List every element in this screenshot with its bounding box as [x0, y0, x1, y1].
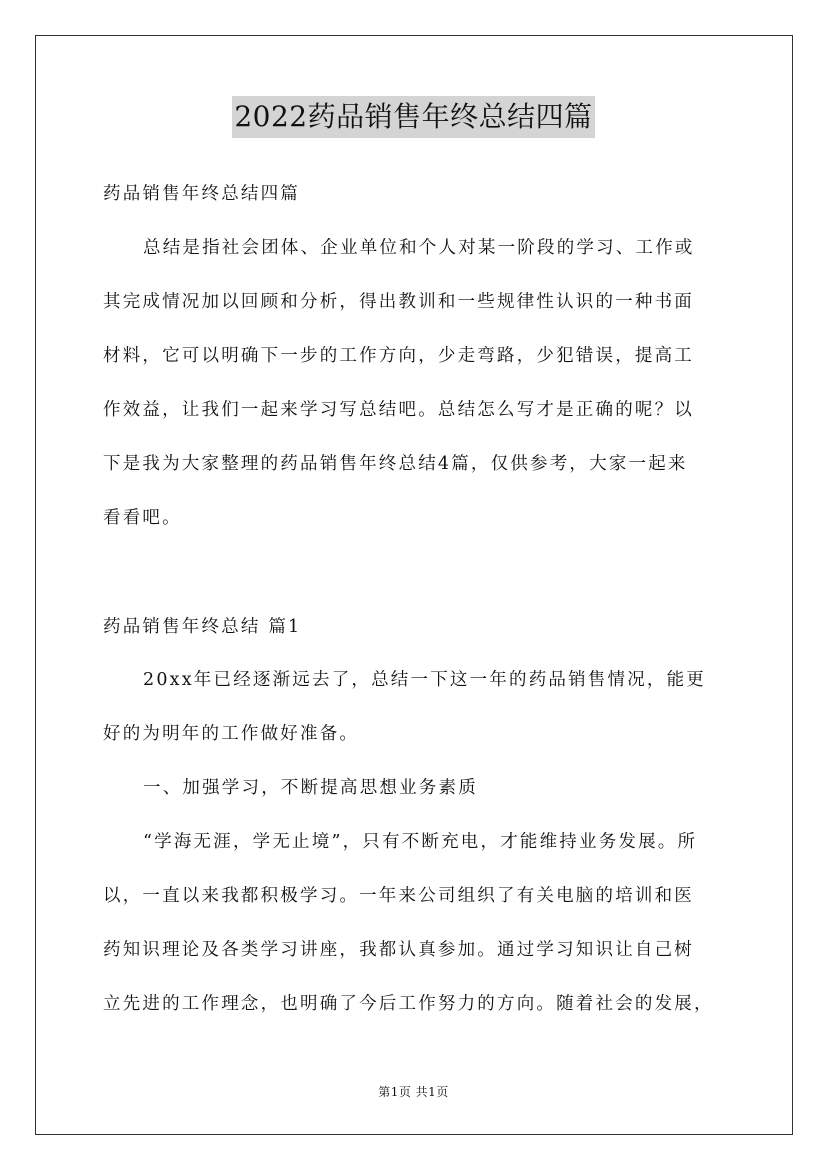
paragraph-line: 立先进的工作理念，也明确了今后工作努力的方向。随着社会的发展，	[103, 994, 714, 1014]
document-title: 2022药品销售年终总结四篇	[232, 96, 594, 138]
paragraph-line: 以，一直以来我都积极学习。一年来公司组织了有关电脑的培训和医	[103, 886, 694, 906]
page-footer: 第1页 共1页	[378, 1085, 449, 1099]
title-container	[0, 96, 827, 138]
paragraph-line: 好的为明年的工作做好准备。	[103, 724, 360, 744]
intro-line: 看看吧。	[103, 508, 182, 528]
paragraph-line: 20xx年已经逐渐远去了，总结一下这一年的药品销售情况，能更	[143, 670, 707, 690]
intro-line: 作效益，让我们一起来学习写总结吧。总结怎么写才是正确的呢？以	[103, 400, 694, 420]
intro-line: 其完成情况加以回顾和分析，得出教训和一些规律性认识的一种书面	[103, 292, 694, 312]
intro-line: 材料，它可以明确下一步的工作方向，少走弯路，少犯错误，提高工	[103, 346, 694, 366]
section-heading: 药品销售年终总结 篇1	[103, 617, 302, 637]
paragraph-line: 药知识理论及各类学习讲座，我都认真参加。通过学习知识让自己树	[103, 940, 694, 960]
intro-line: 总结是指社会团体、企业单位和个人对某一阶段的学习、工作或	[143, 238, 695, 258]
paragraph-line: “学海无涯，学无止境”，只有不断充电，才能维持业务发展。所	[143, 832, 698, 852]
intro-line: 下是我为大家整理的药品销售年终总结4篇，仅供参考，大家一起来	[103, 454, 688, 474]
document-subtitle: 药品销售年终总结四篇	[103, 184, 300, 204]
point-heading: 一、加强学习，不断提高思想业务素质	[143, 778, 478, 798]
